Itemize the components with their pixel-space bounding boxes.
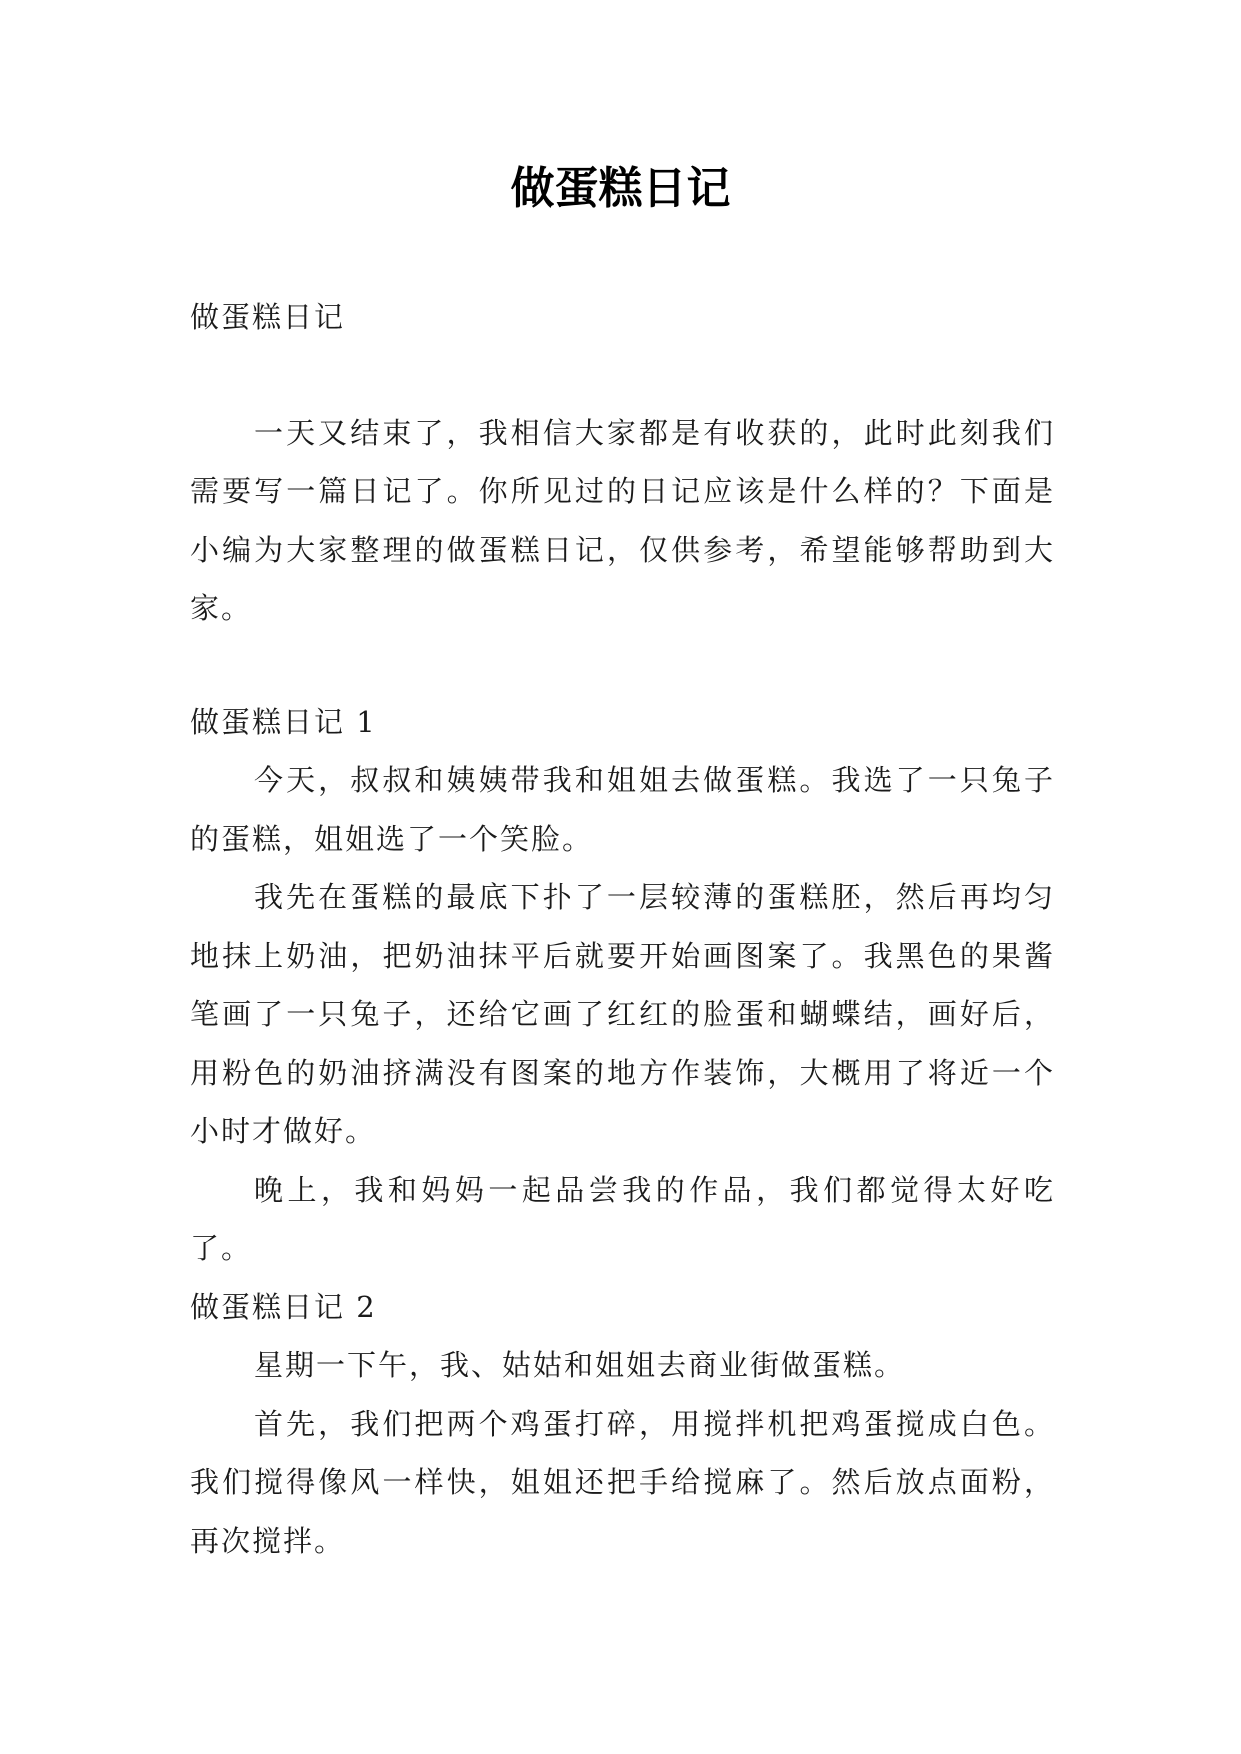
section-paragraph: 我先在蛋糕的最底下扑了一层较薄的蛋糕胚，然后再均匀地抹上奶油，把奶油抹平后就要开始画图案了。我黑色的果酱笔画了一只兔子，还给它画了红红的脸蛋和蝴蝶结，画好后，用粉色的奶油挤满没有图案的地方作装饰，大概用了将近一个小时才做好。	[190, 880, 1055, 1148]
section-paragraph: 晚上，我和妈妈一起品尝我的作品，我们都觉得太好吃了。	[190, 1172, 1055, 1265]
intro-paragraph: 一天又结束了，我相信大家都是有收获的，此时此刻我们需要写一篇日记了。你所见过的日记应该是什么样的？下面是小编为大家整理的做蛋糕日记，仅供参考，希望能够帮助到大家。	[190, 415, 1055, 625]
document-subtitle: 做蛋糕日记	[190, 300, 346, 334]
section-heading: 做蛋糕日记 1	[190, 704, 377, 739]
section-heading: 做蛋糕日记 2	[190, 1289, 377, 1324]
section-paragraph: 首先，我们把两个鸡蛋打碎，用搅拌机把鸡蛋搅成白色。我们搅得像风一样快，姐姐还把手给搅麻了。然后放点面粉，再次搅拌。	[190, 1406, 1055, 1558]
section-paragraph: 星期一下午，我、姑姑和姐姐去商业街做蛋糕。	[254, 1348, 906, 1382]
document-title: 做蛋糕日记	[510, 163, 731, 214]
document-body	[190, 288, 1055, 1570]
section-paragraph: 今天，叔叔和姨姨带我和姐姐去做蛋糕。我选了一只兔子的蛋糕，姐姐选了一个笑脸。	[190, 763, 1055, 856]
